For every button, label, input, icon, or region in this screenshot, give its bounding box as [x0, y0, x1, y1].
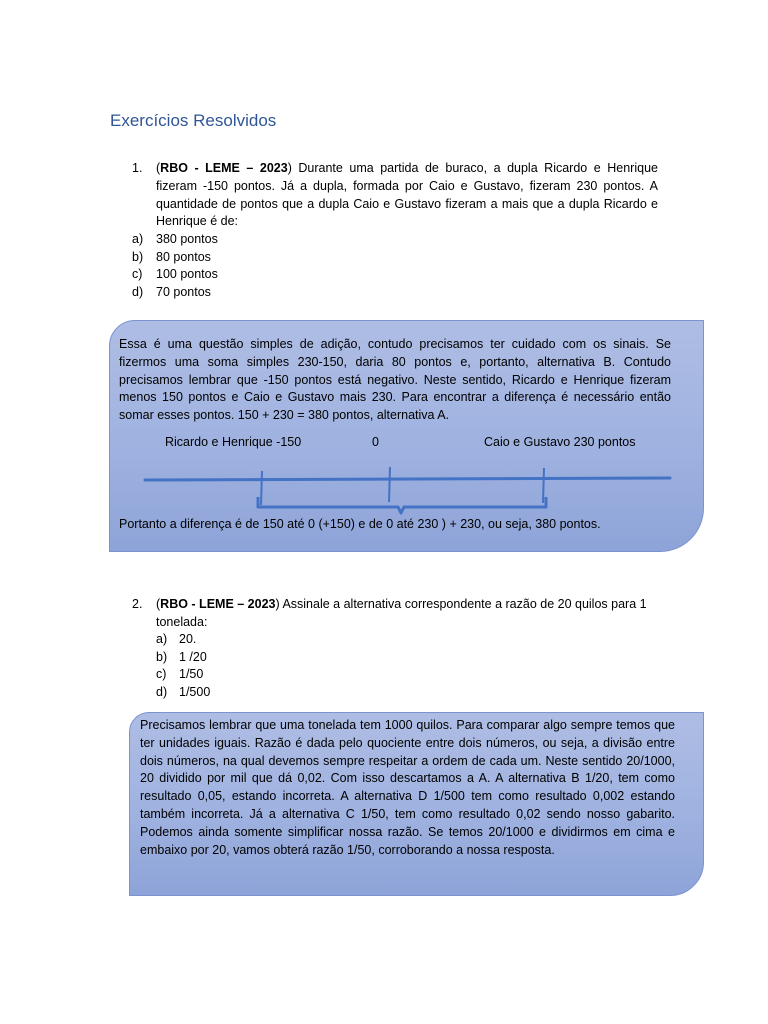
tick-zero [389, 467, 390, 502]
conclusion-text: Portanto a diferença é de 150 até 0 (+150) e de 0 até 230 ) + 230, ou seja, 380 pontos. [119, 517, 601, 531]
option-letter: c) [132, 267, 143, 281]
question-1 [132, 160, 658, 305]
option-text: 380 pontos [156, 232, 218, 246]
option-text: 80 pontos [156, 250, 211, 264]
explanation-text: Essa é uma questão simples de adição, contudo precisamos ter cuidado com os sinais. Se fizermos uma soma simples 230-150, daria 80 pontos e, portanto, alternativa B. Contudo precisamos lembrar que -150 pontos está negativo. Neste sentido, Ricardo e Henrique fizeram menos 150 pontos e Caio e Gustavo mais 230. Para encontrar a diferença é necessário então somar esses pontos. 150 + 230 = 380 pontos, alternativa A. [119, 337, 671, 423]
tick-minus-150 [261, 471, 262, 505]
option-text: 70 pontos [156, 285, 211, 299]
option-letter: c) [156, 667, 167, 681]
explanation-box-1 [109, 320, 704, 552]
option-text: 100 pontos [156, 267, 218, 281]
question-stem: (RBO - LEME – 2023) Durante uma partida de buraco, a dupla Ricardo e Henrique fizeram -150 pontos. Já a dupla, formada por Caio e Gustavo, fizeram 230 pontos. A quantidade de pontos que a dupla Caio e Gustavo fizeram a mais que a dupla Ricardo e Henrique é de: [156, 161, 658, 229]
label-zero: 0 [372, 435, 379, 449]
tick-230 [543, 468, 544, 503]
explanation-box-2 [129, 712, 704, 896]
option-letter: a) [156, 632, 168, 646]
option-letter: d) [156, 685, 168, 699]
question-source: RBO - LEME – 2023 [160, 161, 288, 175]
option-letter: b) [132, 250, 144, 264]
number-line-axis [145, 478, 670, 480]
option-letter: b) [156, 650, 168, 664]
question-2 [132, 596, 658, 706]
question-stem: (RBO - LEME – 2023) Assinale a alternativa correspondente a razão de 20 quilos para 1 tonelada: [156, 597, 647, 629]
explanation-text: Precisamos lembrar que uma tonelada tem 1000 quilos. Para comparar algo sempre temos que ter unidades iguais. Razão é dada pelo quociente entre dois números, ou seja, a divisão entre dois números, na qual devemos sempre respeitar a ordem de cada um. Neste sentido 20/1000, 20 dividido por mil que dá 0,02. Com isso descartamos a A. A alternativa B 1/20, tem como resultado 0,05, estando incorreta. A alternativa D 1/500 tem como resultado 0,002 estando também incorreta. Já a alternativa C 1/50, tem como resultado 0,02 sendo nosso gabarito. Podemos ainda somente simplificar nossa razão. Se temos 20/1000 e dividirmos em cima e embaixo por 20, vamos obterá razão 1/50, corroborando a nossa resposta. [140, 718, 675, 857]
page-title: Exercícios Resolvidos [110, 111, 277, 130]
question-source: RBO - LEME – 2023 [160, 597, 276, 611]
question-text: ) Durante uma partida de buraco, a dupla Ricardo e Henrique fizeram -150 pontos. Já a dupla, formada por Caio e Gustavo, fizeram 230 pontos. A quantidade de pontos que a dupla Caio e Gustavo fizeram a mais que a dupla Ricardo e Henrique é de: [156, 161, 658, 229]
label-ricardo-henrique: Ricardo e Henrique -150 [165, 435, 302, 449]
question-number: 1. [132, 161, 143, 175]
option-letter: d) [132, 285, 144, 299]
option-text: 1/500 [179, 685, 211, 699]
option-text: 1/50 [179, 667, 204, 681]
option-text: 1 /20 [179, 650, 207, 664]
question-number: 2. [132, 597, 143, 611]
option-letter: a) [132, 232, 144, 246]
label-caio-gustavo: Caio e Gustavo 230 pontos [484, 435, 636, 449]
question-text: ) Assinale a alternativa correspondente a razão de 20 quilos para 1 tonelada: [156, 597, 647, 629]
option-text: 20. [179, 632, 197, 646]
difference-brace [258, 497, 546, 513]
